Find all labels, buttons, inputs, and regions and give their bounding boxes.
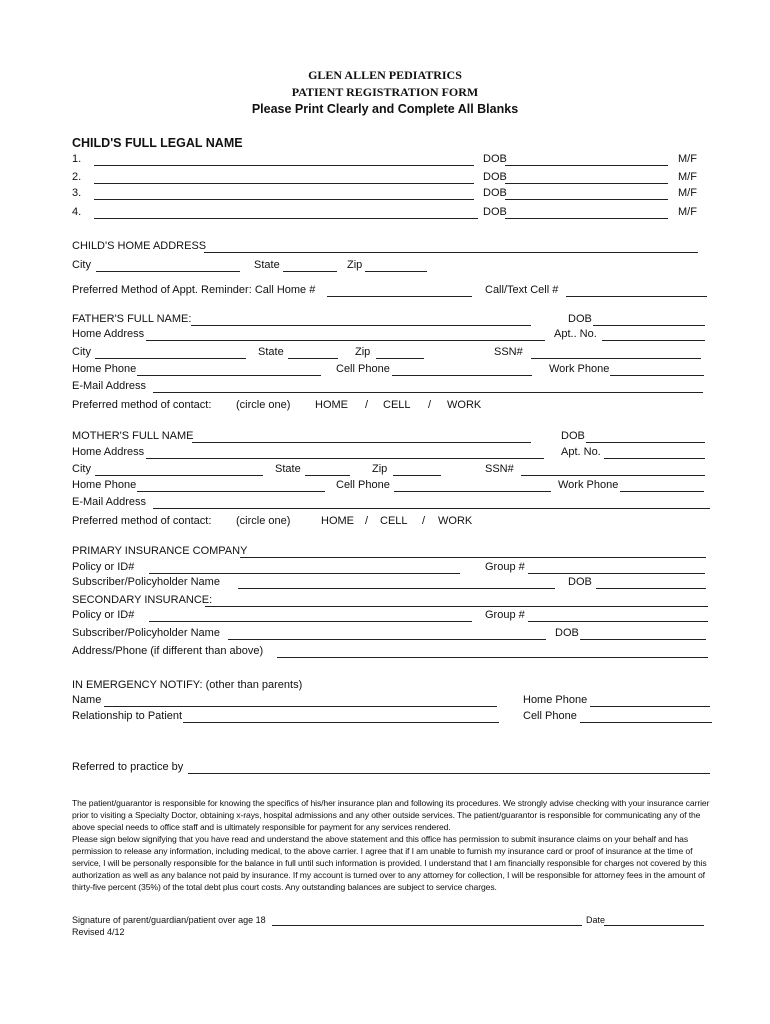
form-title: PATIENT REGISTRATION FORM xyxy=(291,85,479,99)
child-sex-label: M/F xyxy=(678,206,697,218)
father-dob-field[interactable] xyxy=(593,325,705,326)
mother-cell-phone-label: Cell Phone xyxy=(336,479,390,491)
form-instruction: Please Print Clearly and Complete All Blanks xyxy=(251,102,519,116)
child-row-number: 1. xyxy=(72,153,82,165)
child-dob-field-1[interactable] xyxy=(505,165,668,166)
emergency-cell-phone-field[interactable] xyxy=(580,722,712,723)
mother-contact-label: Preferred method of contact: xyxy=(72,515,212,527)
option-separator: / xyxy=(428,399,432,411)
father-home-phone-label: Home Phone xyxy=(72,363,137,375)
mother-home-phone-label: Home Phone xyxy=(72,479,137,491)
father-name-field[interactable] xyxy=(191,325,531,326)
secondary-subscriber-dob-field[interactable] xyxy=(580,639,706,640)
father-work-phone-label: Work Phone xyxy=(549,363,610,375)
reminder-cell-label: Call/Text Cell # xyxy=(485,284,559,296)
option-separator: / xyxy=(365,399,369,411)
mother-city-field[interactable] xyxy=(95,475,263,476)
father-apt-field[interactable] xyxy=(602,340,705,341)
secondary-subscriber-dob-label: DOB xyxy=(555,627,579,639)
signature-field[interactable] xyxy=(272,925,582,926)
child-dob-label: DOB xyxy=(483,153,507,165)
father-email-field[interactable] xyxy=(153,392,703,393)
father-ssn-field[interactable] xyxy=(531,358,701,359)
father-apt-label: Apt.. No. xyxy=(554,328,597,340)
child-name-section-title: CHILD'S FULL LEGAL NAME xyxy=(72,136,243,150)
address-phone-label: Address/Phone (if different than above) xyxy=(72,645,264,657)
emergency-section-title: IN EMERGENCY NOTIFY: (other than parents) xyxy=(72,679,303,691)
secondary-subscriber-field[interactable] xyxy=(228,639,546,640)
mother-zip-label: Zip xyxy=(372,463,388,475)
mother-apt-field[interactable] xyxy=(604,458,705,459)
father-contact-cell-option[interactable]: CELL xyxy=(383,399,411,411)
mother-contact-work-option[interactable]: WORK xyxy=(438,515,473,527)
circle-one-hint: (circle one) xyxy=(236,515,291,527)
father-zip-label: Zip xyxy=(355,346,371,358)
primary-group-label: Group # xyxy=(485,561,525,573)
child-dob-label: DOB xyxy=(483,206,507,218)
father-state-field[interactable] xyxy=(288,358,338,359)
option-separator: / xyxy=(365,515,369,527)
date-field[interactable] xyxy=(604,925,704,926)
circle-one-hint: (circle one) xyxy=(236,399,291,411)
child-sex-label: M/F xyxy=(678,187,697,199)
primary-subscriber-dob-field[interactable] xyxy=(596,588,706,589)
mother-ssn-label: SSN# xyxy=(485,463,514,475)
child-sex-label: M/F xyxy=(678,153,697,165)
reminder-call-home-field[interactable] xyxy=(327,296,472,297)
secondary-policy-field[interactable] xyxy=(149,621,472,622)
child-row-number: 2. xyxy=(72,171,82,183)
revision-note: Revised 4/12 xyxy=(72,927,125,937)
father-contact-label: Preferred method of contact: xyxy=(72,399,212,411)
secondary-group-field[interactable] xyxy=(528,621,708,622)
primary-subscriber-label: Subscriber/Policyholder Name xyxy=(72,576,220,588)
signature-label: Signature of parent/guardian/patient over age 18 xyxy=(72,915,266,925)
child-state-label: State xyxy=(254,259,280,271)
father-home-address-label: Home Address xyxy=(72,328,145,340)
father-email-label: E-Mail Address xyxy=(72,380,146,392)
mother-dob-field[interactable] xyxy=(586,442,705,443)
father-cell-phone-field[interactable] xyxy=(392,375,532,376)
mother-name-label: MOTHER'S FULL NAME xyxy=(72,430,194,442)
child-name-field-3[interactable] xyxy=(94,199,474,200)
child-dob-label: DOB xyxy=(483,171,507,183)
mother-ssn-field[interactable] xyxy=(521,475,705,476)
mother-contact-home-option[interactable]: HOME xyxy=(321,515,354,527)
secondary-insurance-label: SECONDARY INSURANCE: xyxy=(72,594,213,606)
reminder-cell-field[interactable] xyxy=(566,296,707,297)
child-sex-label: M/F xyxy=(678,171,697,183)
primary-subscriber-field[interactable] xyxy=(238,588,555,589)
secondary-policy-label: Policy or ID# xyxy=(72,609,135,621)
primary-policy-label: Policy or ID# xyxy=(72,561,135,573)
mother-contact-cell-option[interactable]: CELL xyxy=(380,515,408,527)
mother-work-phone-field[interactable] xyxy=(620,491,704,492)
father-home-address-field[interactable] xyxy=(146,340,545,341)
child-city-label: City xyxy=(72,259,91,271)
primary-insurance-label: PRIMARY INSURANCE COMPANY xyxy=(72,545,248,557)
referral-field[interactable] xyxy=(188,773,710,774)
primary-policy-field[interactable] xyxy=(149,573,460,574)
child-dob-field-4[interactable] xyxy=(505,218,668,219)
emergency-home-phone-field[interactable] xyxy=(590,706,710,707)
emergency-relationship-label: Relationship to Patient xyxy=(72,710,183,722)
mother-home-address-field[interactable] xyxy=(146,458,544,459)
mother-name-field[interactable] xyxy=(192,442,531,443)
child-row-number: 3. xyxy=(72,187,82,199)
mother-home-phone-field[interactable] xyxy=(137,491,325,492)
secondary-group-label: Group # xyxy=(485,609,525,621)
child-home-address-label: CHILD'S HOME ADDRESS xyxy=(72,240,207,252)
child-dob-field-3[interactable] xyxy=(505,199,668,200)
father-zip-field[interactable] xyxy=(376,358,424,359)
mother-state-field[interactable] xyxy=(305,475,350,476)
father-contact-work-option[interactable]: WORK xyxy=(447,399,482,411)
child-home-address-field[interactable] xyxy=(204,252,698,253)
mother-state-label: State xyxy=(275,463,301,475)
child-dob-field-2[interactable] xyxy=(505,183,668,184)
emergency-name-field[interactable] xyxy=(104,706,497,707)
secondary-insurance-field[interactable] xyxy=(205,606,708,607)
mother-zip-field[interactable] xyxy=(393,475,441,476)
responsibility-statement xyxy=(72,797,712,893)
emergency-cell-phone-label: Cell Phone xyxy=(523,710,577,722)
option-separator: / xyxy=(422,515,426,527)
father-work-phone-field[interactable] xyxy=(610,375,704,376)
mother-work-phone-label: Work Phone xyxy=(558,479,619,491)
disclaimer-paragraph-1: The patient/guarantor is responsible for knowing the specifics of his/her insurance plan and following its procedures. We strongly advise checking with your insurance carrier prior to visiting a Specialty Doctor, obtaining x-rays, hospital admissions and any other outside services. The patient/guarantor is responsible for communicating any of the above special needs to office staff and is ultimately responsible for payment for any services rendered. xyxy=(72,798,710,832)
child-city-field[interactable] xyxy=(96,271,240,272)
emergency-relationship-field[interactable] xyxy=(183,722,499,723)
father-contact-home-option[interactable]: HOME xyxy=(315,399,348,411)
practice-name: GLEN ALLEN PEDIATRICS xyxy=(308,68,462,82)
father-ssn-label: SSN# xyxy=(494,346,523,358)
child-zip-field[interactable] xyxy=(365,271,427,272)
primary-subscriber-dob-label: DOB xyxy=(568,576,592,588)
child-row-number: 4. xyxy=(72,206,82,218)
child-zip-label: Zip xyxy=(347,259,363,271)
mother-cell-phone-field[interactable] xyxy=(394,491,551,492)
father-cell-phone-label: Cell Phone xyxy=(336,363,390,375)
mother-home-address-label: Home Address xyxy=(72,446,145,458)
primary-group-field[interactable] xyxy=(528,573,705,574)
date-label: Date xyxy=(586,915,606,925)
reminder-call-home-label: Preferred Method of Appt. Reminder: Call Home # xyxy=(72,284,316,296)
child-name-field-4[interactable] xyxy=(94,218,478,219)
emergency-home-phone-label: Home Phone xyxy=(523,694,588,706)
emergency-name-label: Name xyxy=(72,694,102,706)
father-city-field[interactable] xyxy=(95,358,246,359)
father-home-phone-field[interactable] xyxy=(137,375,321,376)
mother-email-field[interactable] xyxy=(153,508,710,509)
father-dob-label: DOB xyxy=(568,313,592,325)
disclaimer-paragraph-2: Please sign below signifying that you have read and understand the above statement and this office has permission to submit insurance claims on your behalf and has permission to release any information, including medical, to the above carrier. I agree that if I am unable to furnish my insurance card or proof of insurance at the time of service, I will be personally responsible for the balance in full until such information is provided. I understand that I am financially responsible for charges not covered by this authorization as well as any balance not paid by insurance. If my account is turned over to any attorney for collection, I will be responsible for attorney fees in the amount of thirty-five percent (35%) of the total debt plus court costs. Any outstanding balances are subject to service charges. xyxy=(72,834,707,892)
father-state-label: State xyxy=(258,346,284,358)
father-city-label: City xyxy=(72,346,91,358)
child-name-field-1[interactable] xyxy=(94,165,474,166)
mother-dob-label: DOB xyxy=(561,430,585,442)
address-phone-field[interactable] xyxy=(277,657,708,658)
child-state-field[interactable] xyxy=(283,271,337,272)
primary-insurance-field[interactable] xyxy=(240,557,706,558)
referral-label: Referred to practice by xyxy=(72,761,184,773)
child-dob-label: DOB xyxy=(483,187,507,199)
child-name-field-2[interactable] xyxy=(94,183,474,184)
mother-apt-label: Apt. No. xyxy=(561,446,601,458)
mother-email-label: E-Mail Address xyxy=(72,496,146,508)
mother-city-label: City xyxy=(72,463,91,475)
father-name-label: FATHER'S FULL NAME: xyxy=(72,313,192,325)
secondary-subscriber-label: Subscriber/Policyholder Name xyxy=(72,627,220,639)
